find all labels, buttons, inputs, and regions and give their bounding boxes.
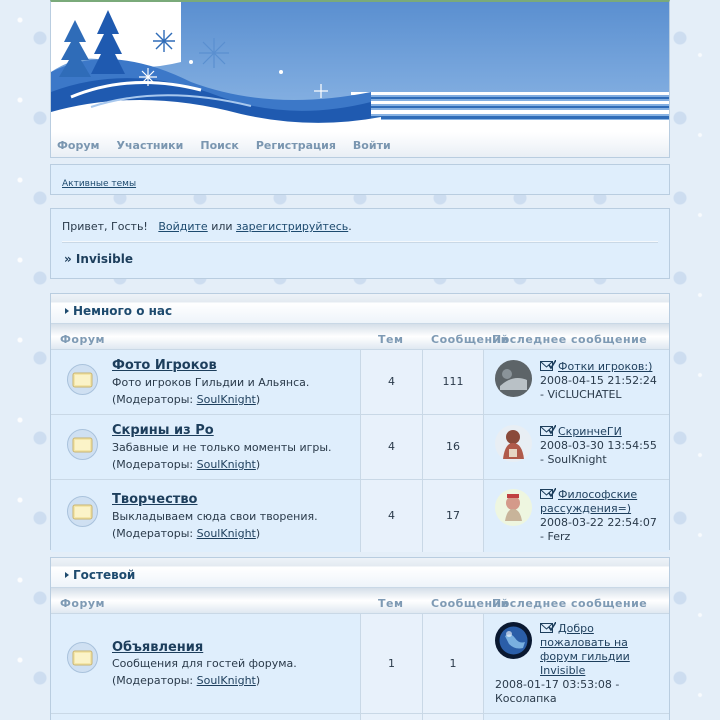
last-post-link-cont[interactable]: рассуждения=) <box>540 502 632 515</box>
last-post-author: Косолапка <box>495 692 557 705</box>
active-topics-link[interactable]: Активные темы <box>62 179 137 189</box>
welcome-line <box>62 220 658 233</box>
avatar[interactable] <box>495 425 532 462</box>
moderator-link[interactable]: SoulKnight <box>196 674 256 687</box>
category-title: Гостевой <box>73 568 136 582</box>
moderator-link[interactable]: SoulKnight <box>196 458 256 471</box>
forum-row <box>51 350 669 415</box>
greeting-text: Привет, Гость! <box>62 220 148 233</box>
forum-moderators: (Модераторы: SoulKnight) <box>112 393 261 406</box>
col-posts: Сообщений <box>431 333 510 346</box>
forum-description: Забавные и не только моменты игры. <box>112 441 332 454</box>
moderator-link[interactable]: SoulKnight <box>196 393 256 406</box>
nav-members[interactable]: Участники <box>116 138 184 152</box>
last-post-link-cont[interactable]: пожаловать на <box>540 636 628 649</box>
forum-title-link[interactable]: Фото Игроков <box>112 358 217 373</box>
last-post-date: 2008-04-15 21:52:24 <box>540 374 657 387</box>
period-text: . <box>348 220 352 233</box>
topics-count: 4 <box>388 509 395 522</box>
last-post-link-cont[interactable]: Invisible <box>540 664 586 677</box>
forum-description: Фото игроков Гильдии и Альянса. <box>112 376 310 389</box>
winter-banner-image <box>51 2 669 132</box>
nav-register[interactable]: Регистрация <box>255 138 336 152</box>
nav-search[interactable]: Поиск <box>200 138 239 152</box>
category-guest <box>50 557 670 720</box>
last-post-info <box>540 425 665 467</box>
login-link[interactable]: Войдите <box>158 220 208 233</box>
category-header[interactable] <box>51 558 669 588</box>
divider <box>62 241 658 243</box>
or-text: или <box>211 220 233 233</box>
last-post-link-cont[interactable]: форум гильдии <box>540 650 630 663</box>
last-post-date: 2008-03-30 13:54:55 <box>540 439 657 452</box>
register-link[interactable]: зарегистрируйтесь <box>236 220 349 233</box>
posts-count: 17 <box>446 509 460 522</box>
posts-count: 111 <box>442 375 464 388</box>
col-topics: Тем <box>378 333 404 346</box>
category-header[interactable] <box>51 294 669 324</box>
last-post-link[interactable]: Философские <box>558 488 638 501</box>
topics-count: 1 <box>388 657 395 670</box>
forum-description: Сообщения для гостей форума. <box>112 657 297 670</box>
forum-row <box>51 415 669 480</box>
last-post-meta <box>495 678 665 706</box>
forum-row <box>51 714 669 720</box>
topics-count: 4 <box>388 440 395 453</box>
forum-moderators: (Модераторы: SoulKnight) <box>112 527 261 540</box>
welcome-panel <box>50 208 670 279</box>
column-headers <box>51 324 669 350</box>
envelope-check-icon <box>540 425 556 436</box>
envelope-check-icon <box>540 360 556 371</box>
forum-title: » Invisible <box>64 252 133 266</box>
col-topics: Тем <box>378 597 404 610</box>
envelope-check-icon <box>540 488 556 499</box>
forum-folder-icon <box>66 495 99 528</box>
column-headers <box>51 588 669 614</box>
forum-moderators: (Модераторы: SoulKnight) <box>112 458 261 471</box>
col-last-post: Последнее сообщение <box>492 333 648 346</box>
nav-forum[interactable]: Форум <box>57 138 100 152</box>
posts-count: 1 <box>449 657 457 670</box>
active-topics-panel <box>50 164 670 195</box>
page-wrapper <box>50 0 670 705</box>
last-post-info <box>540 360 665 402</box>
last-post-link[interactable]: СкринчеГИ <box>558 425 622 438</box>
col-posts: Сообщений <box>431 597 510 610</box>
last-post-date: 2008-01-17 03:53:08 - <box>495 678 620 691</box>
site-header <box>50 0 670 158</box>
avatar[interactable] <box>495 360 532 397</box>
forum-row <box>51 614 669 714</box>
category-about-us <box>50 293 670 550</box>
moderator-link[interactable]: SoulKnight <box>196 527 256 540</box>
last-post-author: - ViCLUCHATEL <box>540 388 622 401</box>
forum-folder-icon <box>66 641 99 674</box>
last-post-author: - SoulKnight <box>540 453 607 466</box>
last-post-info <box>540 488 665 544</box>
forum-folder-icon <box>66 428 99 461</box>
category-title: Немного о нас <box>73 304 173 318</box>
col-forum: Форум <box>60 597 106 610</box>
last-post-info <box>540 622 665 678</box>
forum-description: Выкладываем сюда свои творения. <box>112 510 318 523</box>
posts-count: 16 <box>446 440 460 453</box>
last-post-link[interactable]: Фотки игроков:) <box>558 360 653 373</box>
forum-title-link[interactable]: Скрины из Ро <box>112 423 214 438</box>
main-navbar <box>51 132 669 158</box>
avatar[interactable] <box>495 622 532 659</box>
forum-moderators: (Модераторы: SoulKnight) <box>112 674 261 687</box>
forum-title-link[interactable]: Объявления <box>112 640 204 655</box>
forum-title-link[interactable]: Творчество <box>112 492 198 507</box>
last-post-link[interactable]: Добро <box>558 622 594 635</box>
avatar[interactable] <box>495 489 532 526</box>
last-post-date: 2008-03-22 22:54:07 <box>540 516 657 529</box>
col-forum: Форум <box>60 333 106 346</box>
forum-folder-icon <box>66 363 99 396</box>
forum-row <box>51 480 669 552</box>
topics-count: 4 <box>388 375 395 388</box>
last-post-author: - Ferz <box>540 530 571 543</box>
envelope-check-icon <box>540 622 556 633</box>
nav-login[interactable]: Войти <box>352 138 391 152</box>
col-last-post: Последнее сообщение <box>492 597 648 610</box>
